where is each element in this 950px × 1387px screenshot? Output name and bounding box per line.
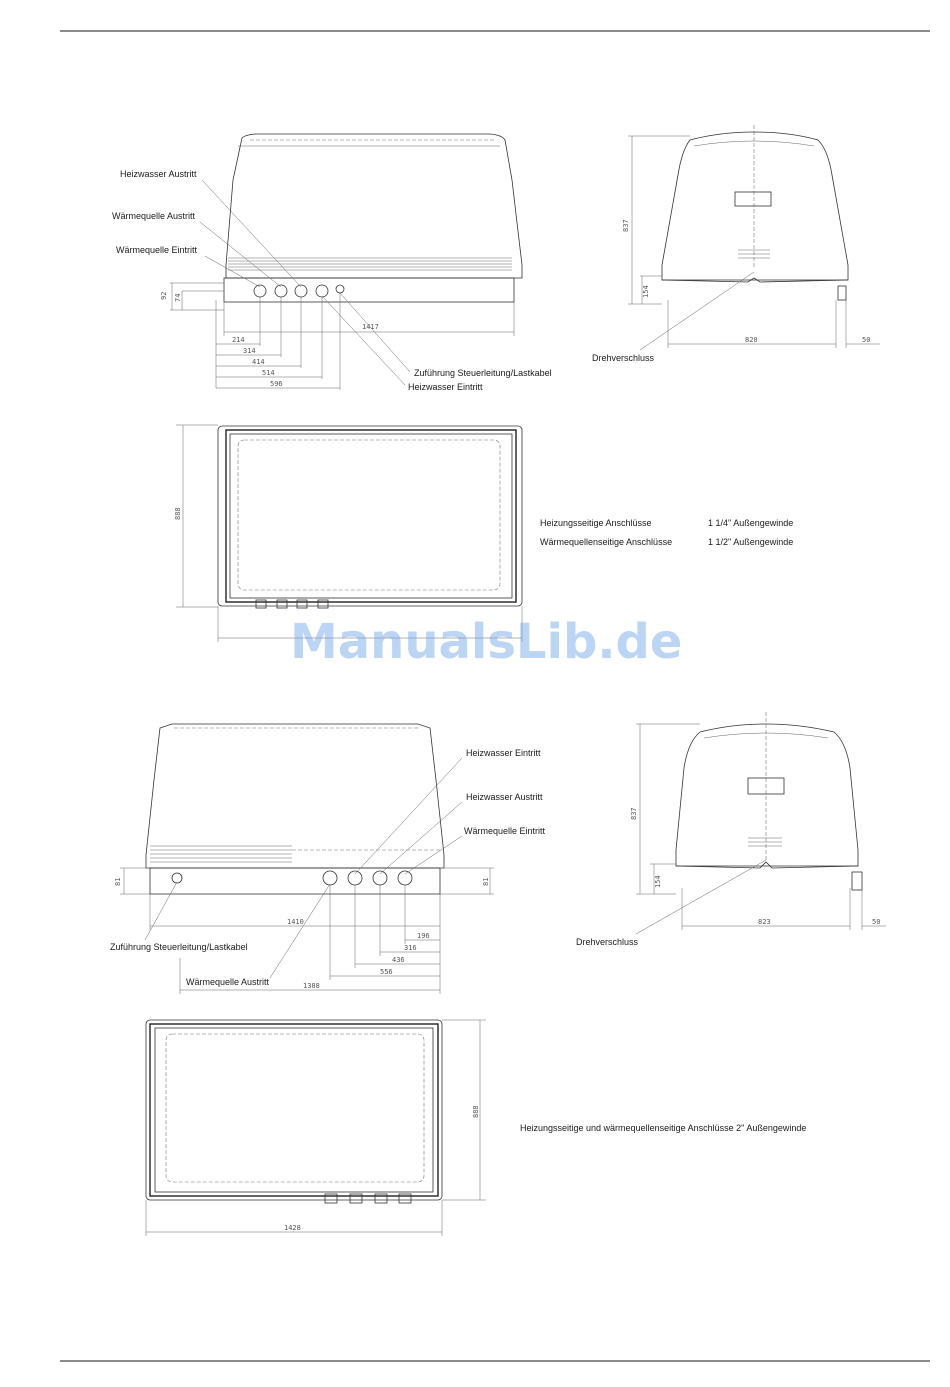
dim-81-left: 81	[114, 877, 122, 886]
lower-front-view	[110, 724, 546, 994]
lower-top-view	[146, 1020, 806, 1236]
dim-316: 316	[404, 944, 417, 952]
label-waermequelle-eintritt: Wärmequelle Eintritt	[116, 245, 198, 255]
dim-196: 196	[417, 932, 430, 940]
label-heizwasser-eintritt-lower: Heizwasser Eintritt	[466, 748, 541, 758]
dim-888-upper: 888	[174, 507, 182, 520]
dim-92: 92	[160, 291, 168, 300]
watermark: ManualsLib.de	[290, 614, 683, 670]
label-waermequelle-austritt: Wärmequelle Austritt	[112, 211, 196, 221]
label-waermequelle-eintritt-lower: Wärmequelle Eintritt	[464, 826, 546, 836]
label-heizwasser-eintritt: Heizwasser Eintritt	[408, 382, 483, 392]
dim-596: 596	[270, 380, 283, 388]
label-drehverschluss-upper: Drehverschluss	[592, 353, 655, 363]
dim-837-lower: 837	[630, 807, 638, 820]
label-drehverschluss-lower: Drehverschluss	[576, 937, 639, 947]
dim-820: 820	[745, 336, 758, 344]
dim-154-side: 154	[642, 285, 650, 298]
label-zufuehrung-lower: Zuführung Steuerleitung/Lastkabel	[110, 942, 248, 952]
dim-1428: 1428	[284, 1224, 301, 1232]
lower-side-view	[576, 712, 886, 947]
note-heizung-value: 1 1/4" Außengewinde	[708, 518, 794, 528]
dim-1410: 1410	[287, 918, 304, 926]
note-heizung-label: Heizungsseitige Anschlüsse	[540, 518, 652, 528]
dim-436: 436	[392, 956, 405, 964]
dim-214: 214	[232, 336, 245, 344]
dim-154-lower: 154	[654, 875, 662, 888]
dim-74: 74	[174, 293, 182, 302]
label-zufuehrung: Zuführung Steuerleitung/Lastkabel	[414, 368, 552, 378]
dim-556: 556	[380, 968, 393, 976]
dim-888-lower: 888	[472, 1105, 480, 1118]
dim-1388: 1388	[303, 982, 320, 990]
note-waermequelle-label: Wärmequellenseitige Anschlüsse	[540, 537, 673, 547]
dim-837-side: 837	[622, 219, 630, 232]
dim-81-right: 81	[482, 877, 490, 886]
label-waermequelle-austritt-lower: Wärmequelle Austritt	[186, 977, 270, 987]
upper-top-view	[174, 425, 793, 642]
upper-front-view	[112, 134, 552, 392]
dim-314: 314	[243, 347, 256, 355]
dim-50-side: 50	[862, 336, 871, 344]
dim-1417: 1417	[362, 323, 379, 331]
dim-414: 414	[252, 358, 265, 366]
dim-514: 514	[262, 369, 275, 377]
label-heizwasser-austritt-lower: Heizwasser Austritt	[466, 792, 543, 802]
note-lower: Heizungsseitige und wärmequellenseitige Anschlüsse 2" Außengewinde	[520, 1123, 807, 1133]
upper-side-view	[592, 125, 880, 363]
note-waermequelle-value: 1 1/2" Außengewinde	[708, 537, 794, 547]
dim-50-lower: 50	[872, 918, 881, 926]
dim-823: 823	[758, 918, 771, 926]
label-heizwasser-austritt: Heizwasser Austritt	[120, 169, 197, 179]
